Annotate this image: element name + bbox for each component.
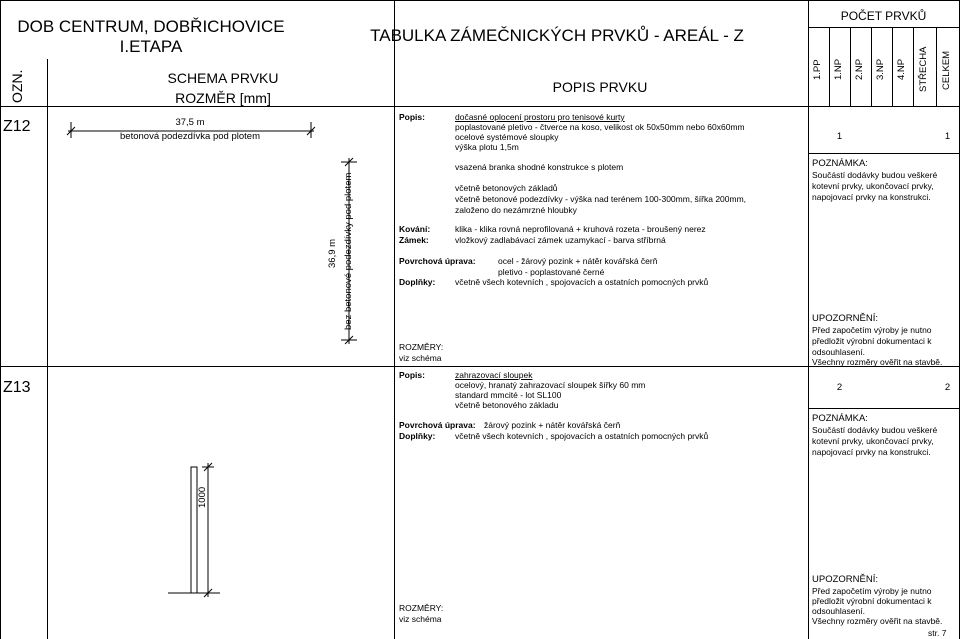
grid-count-sep — [850, 27, 851, 107]
page-number: str. 7 — [928, 628, 947, 638]
grid-header-bottom — [0, 106, 960, 107]
z13-popis-line: ocelový, hranatý zahrazovací sloupek šířky 60 mm — [455, 380, 646, 390]
rozmer-header: ROZMĚR [mm] — [175, 90, 271, 106]
count-col-celkem: CELKEM — [941, 50, 952, 90]
grid-top — [0, 0, 960, 1]
z12-poznamka-line: kotevní prvky, ukončovací prvky, — [812, 181, 934, 191]
grid-schema-col — [394, 0, 395, 639]
z13-povrch-label: Povrchová úprava: — [399, 420, 476, 430]
z12-count-1np: 1 — [836, 131, 843, 142]
project-title: DOB CENTRUM, DOBŘICHOVICE — [17, 17, 285, 36]
z12-poznamka-title: POZNÁMKA: — [812, 158, 868, 169]
z12-doplnky: včetně všech kotevních , spojovacích a ostatních pomocných prvků — [455, 277, 709, 287]
z12-poznamka-line: napojovací prvky na konstrukci. — [812, 192, 931, 202]
grid-z12-count-line — [808, 153, 960, 154]
z12-extra-line: založeno do nezámrzné hloubky — [455, 205, 577, 215]
z13-rozmery: viz schéma — [399, 614, 442, 624]
grid-count-sep — [913, 27, 914, 107]
z12-popis-line: výška plotu 1,5m — [455, 142, 519, 152]
z12-doplnky-label: Doplňky: — [399, 277, 436, 287]
grid-count-sep — [871, 27, 872, 107]
z13-dim-height: 1000 — [197, 486, 208, 508]
z12-dim-length: 37,5 m — [175, 117, 205, 128]
z13-count-total: 2 — [944, 382, 951, 393]
grid-left — [0, 0, 1, 639]
z12-popis-title: dočasné oplocení prostoru pro tenisové kurty — [455, 112, 625, 122]
z12-upozorneni-line: předložit výrobní dokumentaci k — [812, 336, 932, 346]
z13-upozorneni-title: UPOZORNĚNÍ: — [812, 574, 878, 585]
z13-popis-line: včetně betonového základu — [455, 400, 559, 410]
z12-upozorneni-line: Před započetím výroby je nutno — [812, 325, 932, 335]
z12-poznamka-line: Součástí dodávky budou veškeré — [812, 170, 938, 180]
z12-extra-line: včetně betonové podezdívky - výška nad terénem 100-300mm, šířka 200mm, — [455, 194, 747, 204]
z12-popis-label: Popis: — [399, 112, 425, 122]
z13-popis-line: standard mmcité - lot SL100 — [455, 390, 562, 400]
z13-upozorneni-line: předložit výrobní dokumentaci k — [812, 596, 932, 606]
z12-dim2-length: 36,9 m — [327, 238, 338, 268]
count-col-3np: 3.NP — [875, 58, 886, 80]
count-col-1np: 1.NP — [833, 58, 844, 80]
grid-count-title-line — [808, 27, 960, 28]
z12-povrch-line: ocel - žárový pozink + nátěr kovářská čerň — [498, 256, 658, 266]
z12-popis-line: poplastované pletivo - čtverce na koso, velikost ok 50x50mm nebo 60x60mm — [455, 122, 745, 132]
z13-code: Z13 — [3, 379, 31, 396]
z12-extra-line: včetně betonových základů — [455, 183, 558, 193]
z12-code: Z12 — [3, 118, 31, 135]
z13-poznamka-line: Součástí dodávky budou veškeré — [812, 425, 938, 435]
count-header: POČET PRVKŮ — [840, 9, 927, 23]
z13-poznamka-title: POZNÁMKA: — [812, 413, 868, 424]
z12-zamek: vložkový zadlabávací zámek uzamykací - barva stříbrná — [455, 235, 666, 245]
z13-doplnky: včetně všech kotevních , spojovacích a ostatních pomocných prvků — [455, 431, 709, 441]
count-col-4np: 4.NP — [896, 58, 907, 80]
z13-popis-label: Popis: — [399, 370, 425, 380]
ozn-header: OZN. — [9, 69, 25, 103]
table-title: TABULKA ZÁMEČNICKÝCH PRVKŮ - AREÁL - Z — [370, 26, 744, 45]
z13-upozorneni-line: Všechny rozměry ověřit na stavbě. — [812, 616, 943, 626]
grid-popis-col — [808, 0, 809, 639]
grid-count-sep — [936, 27, 937, 107]
popis-header: POPIS PRVKU — [552, 79, 648, 95]
z12-zamek-label: Zámek: — [399, 235, 429, 245]
z13-upozorneni-line: Před započetím výroby je nutno — [812, 586, 932, 596]
z12-povrch-line: pletivo - poplastované černé — [498, 267, 605, 277]
z12-branka: vsazená branka shodné konstrukce s plotem — [455, 162, 624, 172]
z12-rozmery-label: ROZMĚRY: — [399, 342, 444, 352]
z13-count-1np: 2 — [836, 382, 843, 393]
z12-popis-line: ocelové systémové sloupky — [455, 132, 559, 142]
z12-kovani: klika - klika rovná neprofilovaná + kruhová rozeta - broušený nerez — [455, 224, 706, 234]
z13-doplnky-label: Doplňky: — [399, 431, 436, 441]
z13-poznamka-line: kotevní prvky, ukončovací prvky, — [812, 436, 934, 446]
count-col-2np: 2.NP — [854, 58, 865, 80]
z13-poznamka-line: napojovací prvky na konstrukci. — [812, 447, 931, 457]
z13-upozorneni-line: odsouhlasení. — [812, 606, 865, 616]
z12-upozorneni-line: odsouhlasení. — [812, 347, 865, 357]
z12-povrch-label: Povrchová úprava: — [399, 256, 476, 266]
project-subtitle: I.ETAPA — [119, 37, 183, 56]
z12-dim-label: betonová podezdívka pod plotem — [120, 131, 260, 142]
count-col-1pp: 1.PP — [812, 59, 823, 80]
schema-header: SCHEMA PRVKU — [167, 70, 279, 86]
z12-rozmery: viz schéma — [399, 353, 442, 363]
z12-kovani-label: Kování: — [399, 224, 431, 234]
grid-z13-count-line — [808, 408, 960, 409]
count-col-strecha: STŘECHA — [918, 46, 929, 92]
z13-popis-title: zahrazovací sloupek — [455, 370, 533, 380]
z12-upozorneni-title: UPOZORNĚNÍ: — [812, 313, 878, 324]
grid-count-sep — [829, 27, 830, 107]
z13-rozmery-label: ROZMĚRY: — [399, 603, 444, 613]
grid-count-sep — [892, 27, 893, 107]
z13-povrch: žárový pozink + nátěr kovářská čerň — [484, 420, 621, 430]
z12-upozorneni-line: Všechny rozměry ověřit na stavbě. — [812, 357, 943, 367]
z12-dim2-label: bez betonové podezdívky pod plotem — [343, 172, 354, 330]
z12-count-total: 1 — [944, 131, 951, 142]
z13-bollard-drawing — [160, 455, 230, 639]
